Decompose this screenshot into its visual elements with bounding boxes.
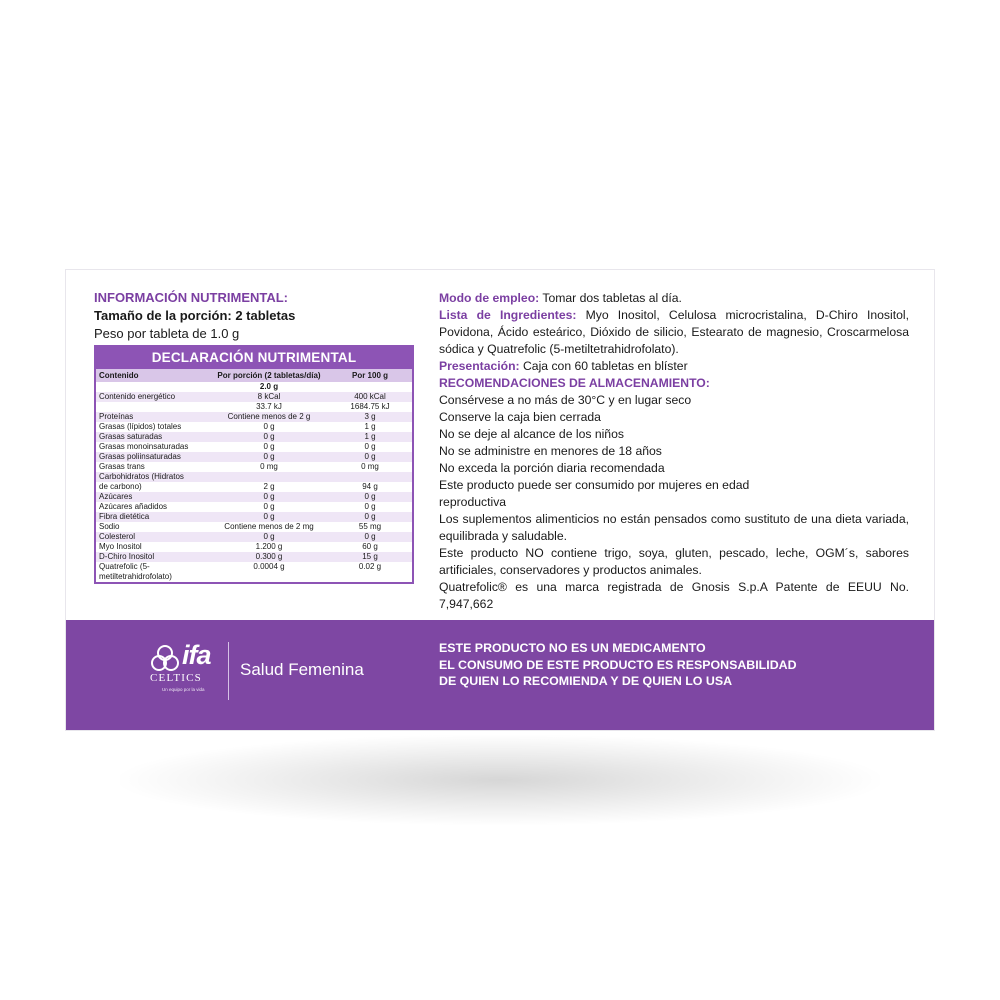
table-cell: 0 g bbox=[263, 442, 275, 451]
presentation-label: Presentación: bbox=[439, 359, 520, 373]
table-cell: Sodio bbox=[99, 522, 120, 531]
usage-paragraph bbox=[439, 290, 909, 307]
table-cell: 1.200 g bbox=[255, 542, 283, 551]
table-cell bbox=[99, 402, 207, 412]
table-cell: 94 g bbox=[362, 482, 378, 491]
table-cell: 60 g bbox=[362, 542, 378, 551]
table-cell: 15 g bbox=[362, 552, 378, 561]
table-row bbox=[96, 472, 412, 482]
table-cell: Grasas (lípidos) totales bbox=[99, 422, 182, 431]
table-cell: Carbohidratos (Hidratos bbox=[99, 472, 184, 481]
usage-label: Modo de empleo: bbox=[439, 291, 540, 305]
product-line-name: Salud Femenina bbox=[240, 660, 364, 679]
table-cell: Proteínas bbox=[99, 412, 134, 421]
brand-divider bbox=[228, 642, 229, 700]
table-cell: 0 mg bbox=[260, 462, 278, 471]
header-per-serving: Por porción (2 tabletas/día) bbox=[217, 371, 321, 380]
table-cell: Myo Inositol bbox=[99, 542, 142, 551]
table-cell: 55 mg bbox=[358, 522, 382, 531]
warning-text bbox=[439, 640, 797, 690]
usage-text: Tomar dos tabletas al día. bbox=[539, 291, 682, 305]
table-cell: Azúcares añadidos bbox=[99, 502, 168, 511]
warning-line: EL CONSUMO DE ESTE PRODUCTO ES RESPONSABILIDAD bbox=[439, 657, 797, 672]
table-cell: 0 g bbox=[263, 502, 275, 511]
table-cell: de carbono) bbox=[99, 482, 142, 491]
storage-line: Este producto puede ser consumido por mujeres en edad reproductiva bbox=[439, 478, 750, 509]
header-per-100g: Por 100 g bbox=[351, 371, 388, 380]
table-cell: 400 kCal bbox=[354, 392, 386, 401]
table-cell: 0 g bbox=[364, 492, 376, 501]
table-row bbox=[96, 532, 412, 542]
table-cell: 0 mg bbox=[361, 462, 379, 471]
table-cell: Grasas monoinsaturadas bbox=[99, 442, 189, 451]
ingredients-label: Lista de Ingredientes: bbox=[439, 308, 577, 322]
logo-ifa-text: ifa bbox=[182, 640, 211, 670]
table-row bbox=[96, 552, 412, 562]
table-cell: 33.7 kJ bbox=[256, 402, 282, 411]
table-row bbox=[96, 512, 412, 522]
trademark-note: Quatrefolic® es una marca registrada de Gnosis S.p.A Patente de EEUU No. 7,947,662 bbox=[439, 580, 909, 611]
table-cell: 0 g bbox=[364, 452, 376, 461]
table-row bbox=[96, 542, 412, 552]
storage-line: Consérvese a no más de 30°C y en lugar seco bbox=[439, 393, 692, 407]
table-cell: 0.02 g bbox=[358, 562, 382, 571]
table-cell: Grasas saturadas bbox=[99, 432, 163, 441]
table-cell: 0 g bbox=[364, 442, 376, 451]
tablet-weight: Peso por tableta de 1.0 g bbox=[94, 326, 240, 341]
logo-celtics-text: CELTICS bbox=[150, 672, 203, 684]
table-cell: 0 g bbox=[263, 432, 275, 441]
product-details bbox=[439, 290, 909, 613]
celtic-knot-icon bbox=[148, 642, 182, 676]
table-cell: 8 kCal bbox=[257, 392, 281, 401]
nutrition-table-body bbox=[96, 382, 412, 582]
ingredients-paragraph bbox=[439, 307, 909, 358]
nutrition-info-title: INFORMACIÓN NUTRIMENTAL: bbox=[94, 290, 289, 305]
warning-line: DE QUIEN LO RECOMIENDA Y DE QUIEN LO USA bbox=[439, 674, 733, 688]
storage-title: RECOMENDACIONES DE ALMACENAMIENTO: bbox=[439, 376, 710, 390]
table-cell: 0 g bbox=[364, 532, 376, 541]
brand-band bbox=[66, 620, 934, 730]
table-cell: 1 g bbox=[364, 432, 376, 441]
table-row bbox=[96, 402, 412, 412]
table-cell: 0.0004 g bbox=[253, 562, 285, 571]
table-cell: 2.0 g bbox=[259, 382, 279, 391]
table-cell: Grasas trans bbox=[99, 462, 145, 471]
table-row bbox=[96, 442, 412, 452]
table-row bbox=[96, 422, 412, 432]
table-row bbox=[96, 562, 412, 582]
table-cell: 0 g bbox=[263, 452, 275, 461]
table-row bbox=[96, 482, 412, 492]
header-content: Contenido bbox=[99, 371, 139, 380]
table-cell: Grasas poliinsaturadas bbox=[99, 452, 181, 461]
table-row bbox=[96, 432, 412, 442]
nutrition-table bbox=[94, 345, 414, 584]
table-cell bbox=[207, 472, 331, 482]
table-row bbox=[96, 462, 412, 472]
table-cell bbox=[331, 472, 409, 482]
storage-line: Los suplementos alimenticios no están pensados como sustituto de una dieta variada, equilibrada y saludable. bbox=[439, 512, 909, 543]
table-row bbox=[96, 382, 412, 392]
table-cell: 0 g bbox=[263, 512, 275, 521]
table-cell: 2 g bbox=[263, 482, 275, 491]
box-shadow bbox=[120, 735, 880, 825]
table-row bbox=[96, 492, 412, 502]
nutrition-table-title: DECLARACIÓN NUTRIMENTAL bbox=[96, 347, 412, 369]
table-cell: Contenido energético bbox=[99, 392, 176, 401]
serving-size: Tamaño de la porción: 2 tabletas bbox=[94, 308, 296, 323]
table-cell: 1684.75 kJ bbox=[350, 402, 390, 411]
table-cell: D-Chiro Inositol bbox=[99, 552, 155, 561]
table-row bbox=[96, 502, 412, 512]
table-cell: 3 g bbox=[364, 412, 376, 421]
nutrition-table-header bbox=[96, 369, 412, 382]
table-cell: 0 g bbox=[364, 512, 376, 521]
nutrition-section bbox=[94, 290, 416, 584]
table-row bbox=[96, 452, 412, 462]
table-cell: 0 g bbox=[263, 422, 275, 431]
storage-line: Conserve la caja bien cerrada bbox=[439, 410, 601, 424]
table-cell: 0 g bbox=[364, 502, 376, 511]
storage-line: No se deje al alcance de los niños bbox=[439, 427, 624, 441]
table-cell: 1 g bbox=[364, 422, 376, 431]
storage-line: No se administre en menores de 18 años bbox=[439, 444, 662, 458]
table-cell bbox=[331, 382, 409, 392]
presentation-text: Caja con 60 tabletas en blíster bbox=[519, 359, 688, 373]
logo-tagline: Un equipo por la vida bbox=[162, 687, 205, 692]
table-cell: 0 g bbox=[263, 492, 275, 501]
presentation-paragraph bbox=[439, 358, 909, 375]
table-cell: Colesterol bbox=[99, 532, 136, 541]
product-box-back bbox=[66, 270, 934, 730]
table-cell: Azúcares bbox=[99, 492, 133, 501]
storage-line: No exceda la porción diaria recomendada bbox=[439, 461, 665, 475]
table-cell: Fibra dietética bbox=[99, 512, 150, 521]
storage-line: Este producto NO contiene trigo, soya, gluten, pescado, leche, OGM´s, sabores artificiales, conservadores y productos animales. bbox=[439, 546, 909, 577]
table-row bbox=[96, 522, 412, 532]
table-cell: Contiene menos de 2 mg bbox=[224, 522, 314, 531]
table-row bbox=[96, 392, 412, 402]
table-row bbox=[96, 412, 412, 422]
table-cell: 0.300 g bbox=[255, 552, 283, 561]
warning-line: ESTE PRODUCTO NO ES UN MEDICAMENTO bbox=[439, 641, 706, 655]
ingredients-text: Myo Inositol, Celulosa microcristalina, D-Chiro Inositol, Povidona, Ácido esteárico, Dióxido de silicio, Estearato de magnesio, Croscarmelosa sódica y Quatrefolic (5-metiltetrahidrofolato). bbox=[439, 308, 909, 356]
table-cell: 0 g bbox=[263, 532, 275, 541]
table-cell: Contiene menos de 2 g bbox=[227, 412, 311, 421]
table-cell bbox=[99, 382, 207, 392]
table-cell: Quatrefolic (5-metiltetrahidrofolato) bbox=[99, 562, 172, 581]
